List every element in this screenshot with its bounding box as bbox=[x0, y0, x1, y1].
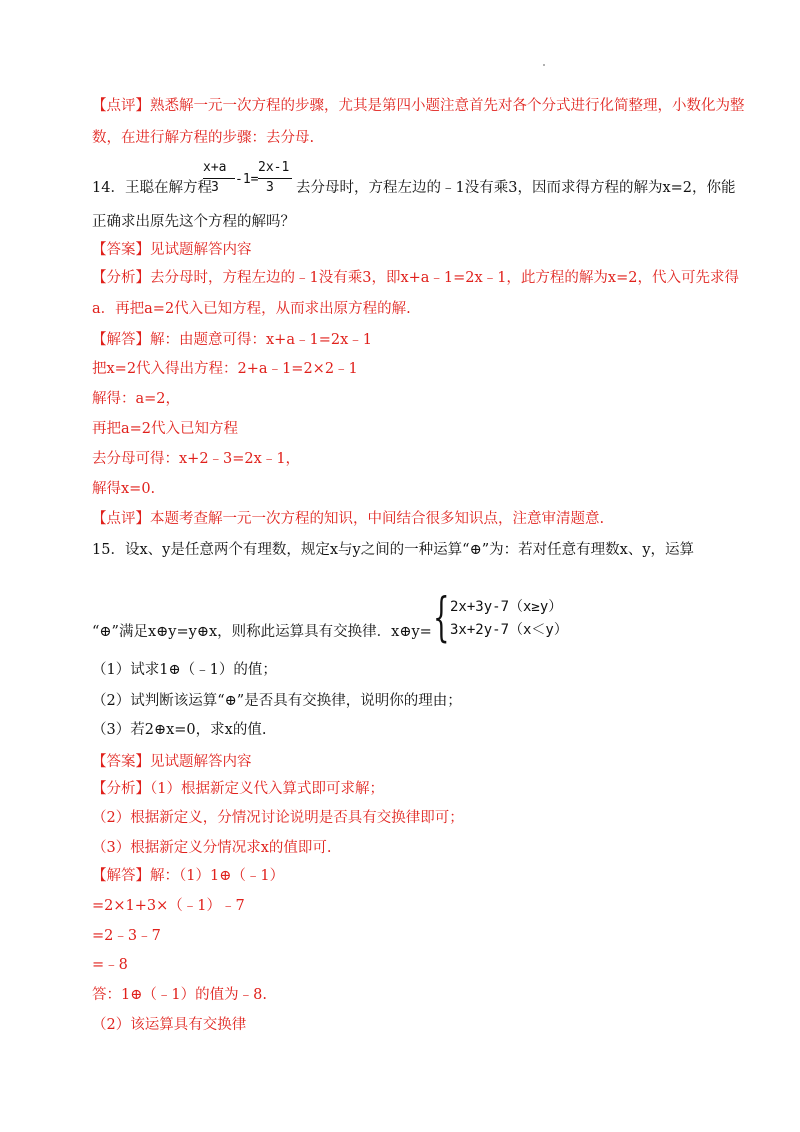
q15-subquestion-2: （2）试判断该运算“⊕”是否具有交换律，说明你的理由； bbox=[92, 693, 462, 709]
q15-answer: 【答案】见试题解答内容 bbox=[92, 754, 252, 770]
q14-solution-6: 解得x=0. bbox=[92, 481, 156, 497]
q14-answer: 【答案】见试题解答内容 bbox=[92, 242, 252, 258]
piecewise-case-1: 2x+3y-7（x≥y） bbox=[450, 599, 563, 615]
fraction-denominator: 3 bbox=[211, 180, 219, 195]
scan-speck bbox=[543, 64, 545, 66]
q14-solution-4: 再把a=2代入已知方程 bbox=[92, 421, 239, 437]
q14-analysis-1: 【分析】去分母时，方程左边的﹣1没有乘3，即x+a﹣1=2x﹣1，此方程的解为x=2，代入可先求得 bbox=[92, 270, 739, 286]
q14-solution-3: 解得：a=2， bbox=[92, 391, 181, 407]
fraction-bar bbox=[258, 178, 292, 179]
q14-review: 【点评】本题考查解一元一次方程的知识，中间结合很多知识点，注意审清题意. bbox=[92, 511, 605, 527]
review-line-1: 【点评】熟悉解一元一次方程的步骤，尤其是第四小题注意首先对各个分式进行化简整理，小数化为整 bbox=[92, 98, 745, 114]
q14-solution-1: 【解答】解：由题意可得：x+a﹣1=2x﹣1 bbox=[92, 332, 372, 348]
q14-text-2: 正确求出原先这个方程的解吗？ bbox=[92, 214, 295, 230]
q14-prefix: 14．王聪在解方程 bbox=[92, 180, 212, 196]
q15-solution-6: （2）该运算具有交换律 bbox=[92, 1017, 247, 1033]
q15-solution-3: =2﹣3﹣7 bbox=[92, 928, 161, 944]
fraction-bar bbox=[203, 178, 235, 179]
fraction-numerator: 2x-1 bbox=[258, 160, 290, 175]
q14-analysis-2: a．再把a=2代入已知方程，从而求出原方程的解. bbox=[92, 301, 411, 317]
q15-analysis-3: （3）根据新定义分情况求x的值即可. bbox=[92, 840, 332, 856]
q15-solution-2: =2×1+3×（﹣1）﹣7 bbox=[92, 898, 245, 914]
q15-text-1: 15．设x、y是任意两个有理数，规定x与y之间的一种运算“⊕”为：若对任意有理数x、y，运算 bbox=[92, 542, 695, 558]
q15-subquestion-3: （3）若2⊕x=0，求x的值. bbox=[92, 722, 267, 738]
fraction-numerator: x+a bbox=[203, 160, 227, 175]
q14-equals-part: -1= bbox=[235, 172, 259, 187]
piecewise-brace: { bbox=[433, 588, 450, 648]
q15-solution-4: =﹣8 bbox=[92, 957, 128, 973]
review-line-2: 数，在进行解方程的步骤：去分母. bbox=[92, 130, 315, 146]
piecewise-case-2: 3x+2y-7（x＜y） bbox=[450, 622, 568, 638]
q15-text-2: “⊕”满足x⊕y=y⊕x，则称此运算具有交换律．x⊕y= bbox=[92, 624, 432, 640]
q14-solution-2: 把x=2代入得出方程：2+a﹣1=2×2﹣1 bbox=[92, 361, 358, 377]
q15-solution-5: 答：1⊕（﹣1）的值为﹣8. bbox=[92, 987, 267, 1003]
q15-solution-1: 【解答】解：（1）1⊕（﹣1） bbox=[92, 868, 285, 884]
fraction-denominator: 3 bbox=[266, 180, 274, 195]
q15-analysis-1: 【分析】（1）根据新定义代入算式即可求解； bbox=[92, 781, 384, 797]
q14-solution-5: 去分母可得：x+2﹣3=2x﹣1， bbox=[92, 451, 301, 467]
q15-analysis-2: （2）根据新定义，分情况讨论说明是否具有交换律即可； bbox=[92, 810, 464, 826]
q15-subquestion-1: （1）试求1⊕（﹣1）的值； bbox=[92, 662, 277, 678]
q14-text-1: 去分母时，方程左边的﹣1没有乘3，因而求得方程的解为x=2，你能 bbox=[296, 180, 736, 196]
